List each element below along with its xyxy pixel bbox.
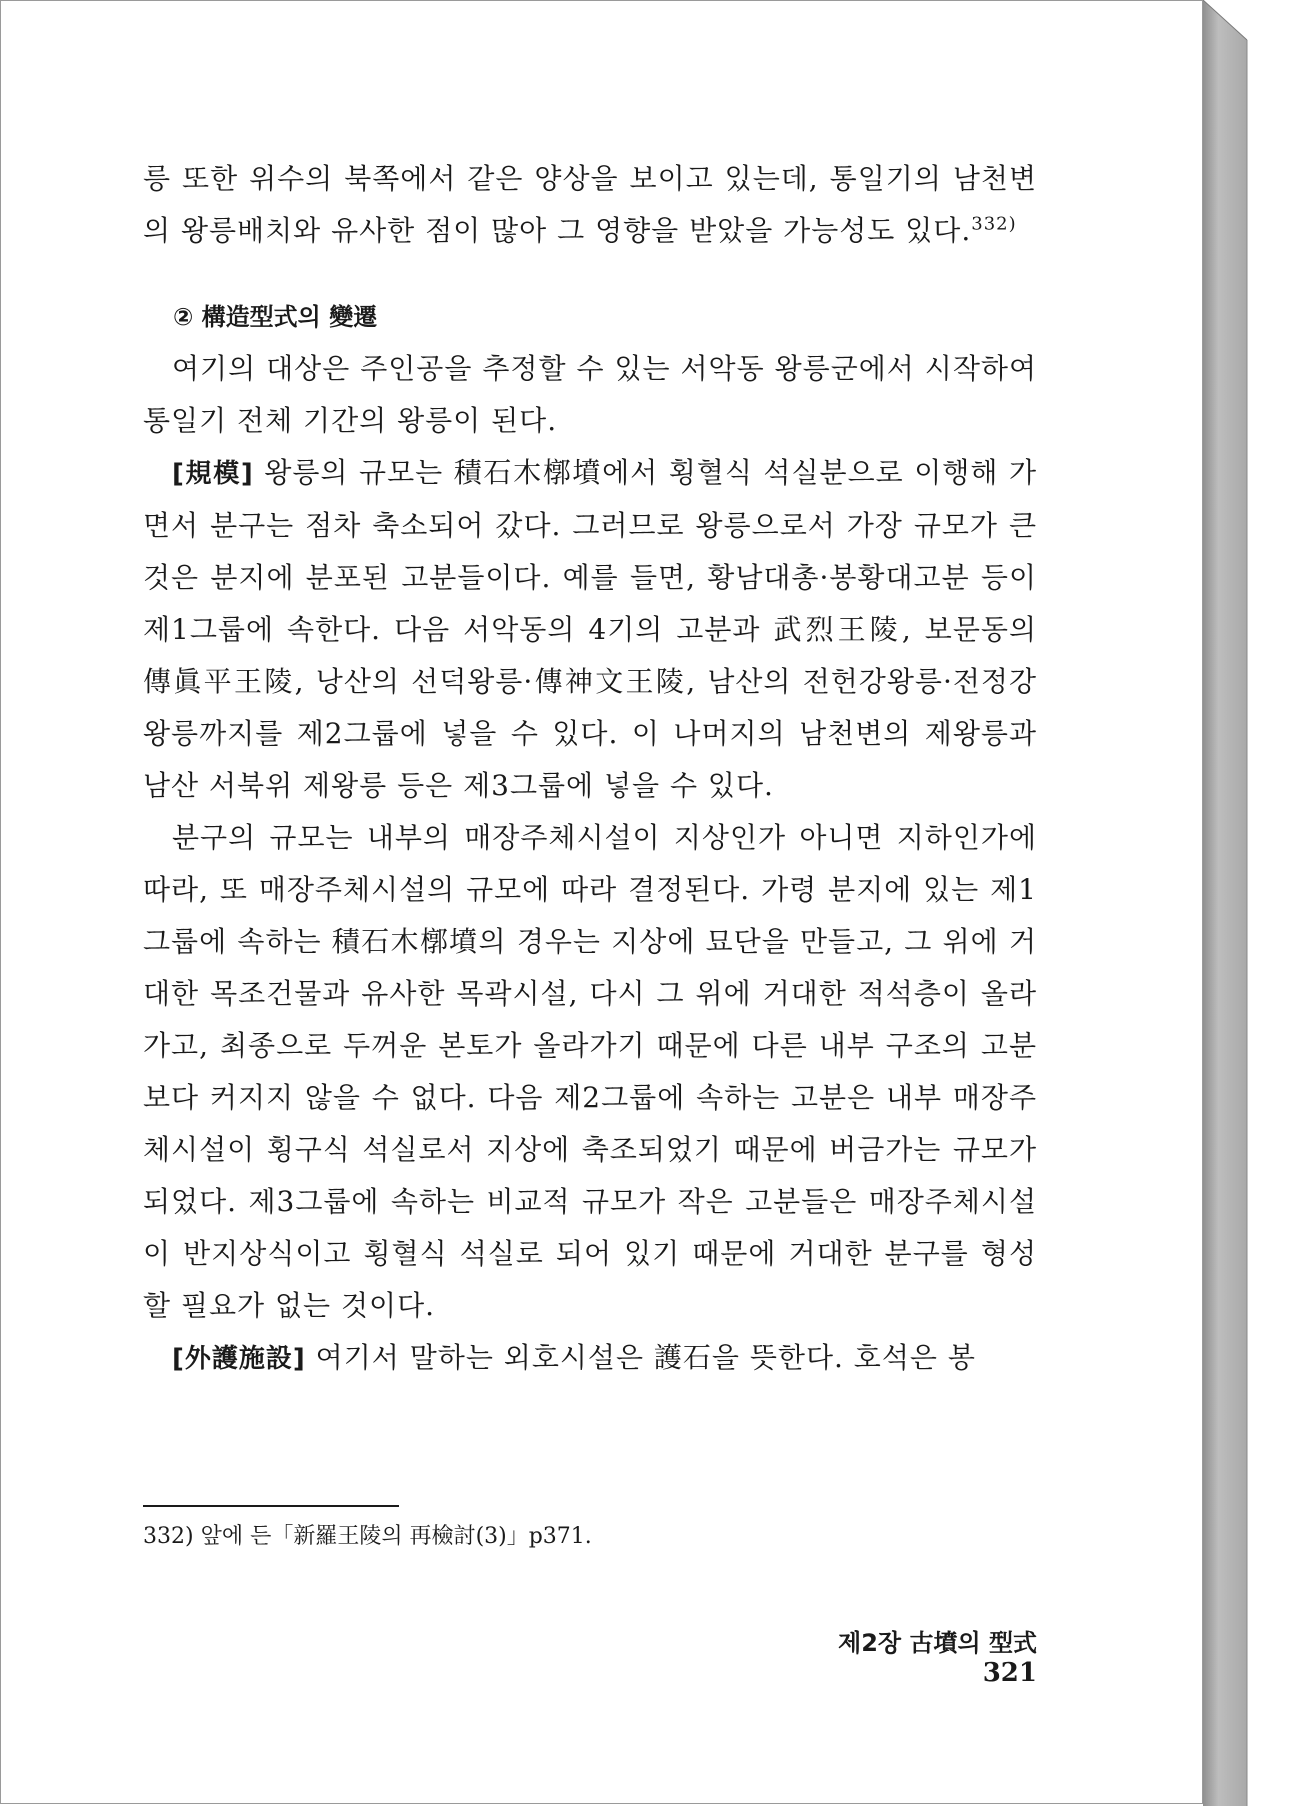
body-text: [143, 153, 1037, 1385]
section-heading: ② 構造型式의 變遷: [173, 303, 378, 331]
paragraph-1-text: 릉 또한 위수의 북쪽에서 같은 양상을 보이고 있는데, 통일기의 남천변의 왕릉배치와 유사한 점이 많아 그 영향을 받았을 가능성도 있다.: [143, 162, 1037, 247]
paragraph-3: [143, 447, 1037, 812]
tag-scale: [規模]: [172, 459, 254, 489]
paragraph-4: 분구의 규모는 내부의 매장주체시설이 지상인가 아니면 지하인가에 따라, 또 매장주체시설의 규모에 따라 결정된다. 가령 분지에 있는 제1그룹에 속하는 積石木槨墳의 경우는 지상에 묘단을 만들고, 그 위에 거대한 목조건물과 유사한 목곽시설, 다시 그 위에 거대한 적석층이 올라가고, 최종으로 두꺼운 본토가 올라가기 때문에 다른 내부 구조의 고분보다 커지지 않을 수 없다. 다음 제2그룹에 속하는 고분은 내부 매장주체시설이 횡구식 석실로서 지상에 축조되었기 때문에 버금가는 규모가 되었다. 제3그룹에 속하는 비교적 규모가 작은 고분들은 매장주체시설이 반지상식이고 횡혈식 석실로 되어 있기 때문에 거대한 분구를 형성할 필요가 없는 것이다.: [143, 821, 1037, 1322]
page-number: 321: [982, 1658, 1037, 1688]
book-edge: [1203, 0, 1299, 1806]
page-footer: [781, 1623, 1037, 1688]
footnote-332: 332) 앞에 든「新羅王陵의 再檢討(3)」p371.: [143, 1524, 592, 1549]
paragraph-1: [143, 153, 1037, 257]
paragraph-5-text: 여기서 말하는 외호시설은 護石을 뜻한다. 호석은 봉: [305, 1341, 976, 1374]
paragraph-3-text: 왕릉의 규모는 積石木槨墳에서 횡혈식 석실분으로 이행해 가면서 분구는 점차 축소되어 갔다. 그러므로 왕릉으로서 가장 규모가 큰 것은 분지에 분포된 고분들이다. 예를 들면, 황남대총·봉황대고분 등이 제1그룹에 속한다. 다음 서악동의 4기의 고분과 武烈王陵, 보문동의 傳眞平王陵, 낭산의 선덕왕릉·傳神文王陵, 남산의 전헌강왕릉·전정강왕릉까지를 제2그룹에 넣을 수 있다. 이 나머지의 남천변의 제왕릉과 남산 서북위 제왕릉 등은 제3그룹에 넣을 수 있다.: [143, 456, 1037, 802]
chapter-title: 제2장 古墳의 型式: [838, 1629, 1037, 1657]
paragraph-2: 여기의 대상은 주인공을 추정할 수 있는 서악동 왕릉군에서 시작하여 통일기 전체 기간의 왕릉이 된다.: [143, 352, 1037, 437]
tag-outer-facility: [外護施設]: [172, 1344, 306, 1374]
footnote-ref-332[interactable]: 332): [971, 213, 1017, 235]
paragraph-5: [143, 1332, 1037, 1385]
footnote-divider: [143, 1505, 399, 1507]
